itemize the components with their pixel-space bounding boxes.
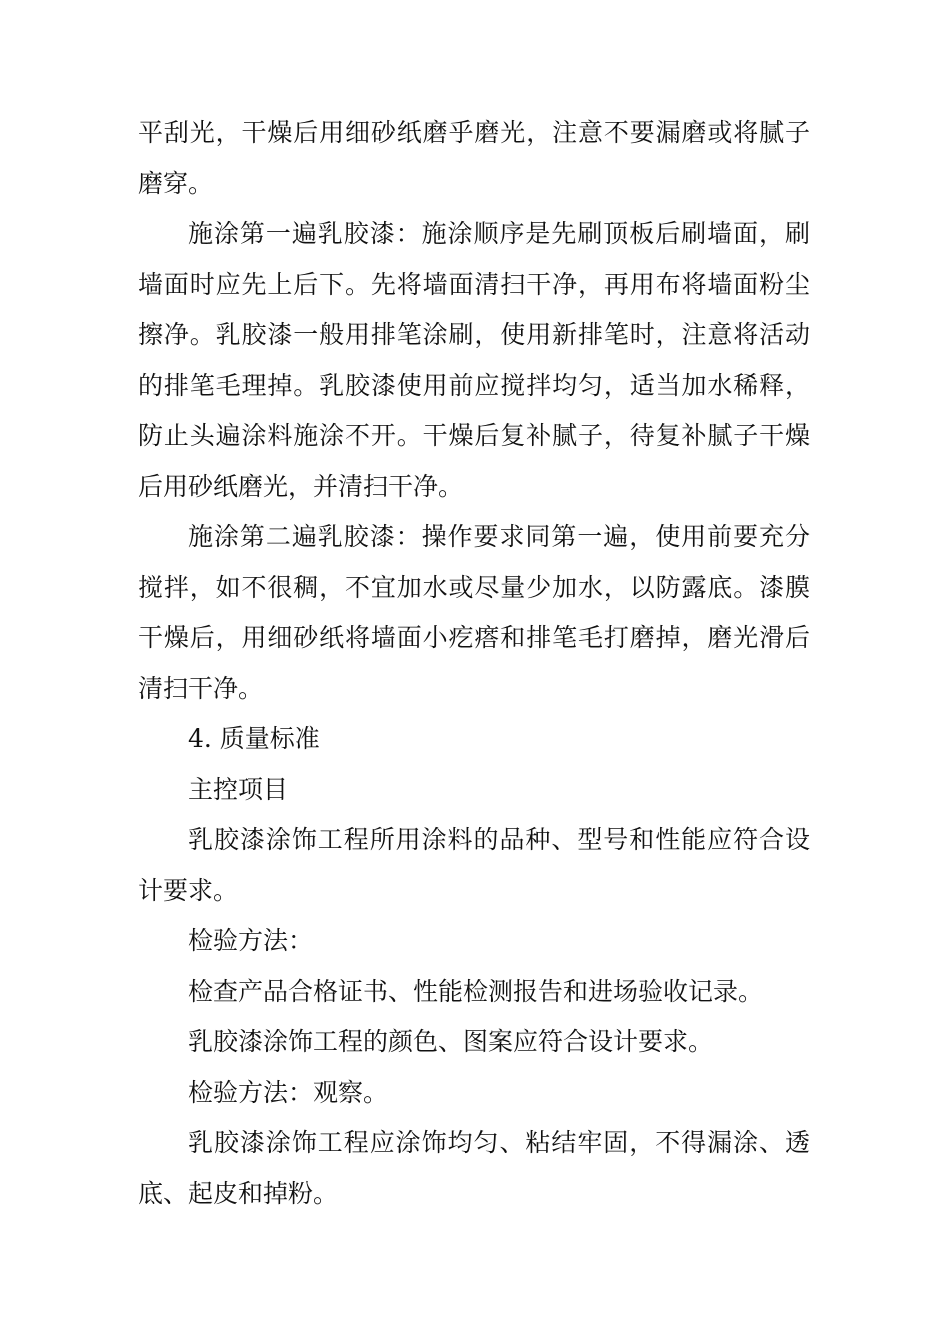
paragraph-second-coat: 施涂第二遍乳胶漆：操作要求同第一遍，使用前要充分搅拌，如不很稠，不宜加水或尽量少加水，以防露底。漆膜干燥后，用细砂纸将墙面小疙瘩和排笔毛打磨掉，磨光滑后清扫干净。 [138, 522, 810, 703]
section-heading-quality-standard: 4. 质量标准 [188, 724, 320, 753]
inspection-method-documents: 检查产品合格证书、性能检测报告和进场验收记录。 [188, 976, 764, 1006]
body-text [138, 108, 810, 1219]
paragraph-continuation: 平刮光，干燥后用细砂纸磨乎磨光，注意不要漏磨或将腻子磨穿。 [138, 118, 810, 198]
paragraph-color-pattern: 乳胶漆涂饰工程的颜色、图案应符合设计要求。 [188, 1027, 714, 1056]
subheading-main-control-items: 主控项目 [188, 774, 289, 804]
inspection-method-observe: 检验方法：观察。 [188, 1077, 389, 1107]
inspection-method-label: 检验方法： [188, 926, 314, 955]
paragraph-coating-requirement: 乳胶漆涂饰工程所用涂料的品种、型号和性能应符合设计要求。 [138, 825, 810, 905]
paragraph-uniform-coating: 乳胶漆涂饰工程应涂饰均匀、粘结牢固，不得漏涂、透底、起皮和掉粉。 [138, 1128, 810, 1208]
paragraph-first-coat: 施涂第一遍乳胶漆：施涂顺序是先刷顶板后刷墙面，刷墙面时应先上后下。先将墙面清扫干净，再用布将墙面粉尘擦净。乳胶漆一般用排笔涂刷，使用新排笔时，注意将活动的排笔毛理掉。乳胶漆使用前应搅拌均匀，适当加水稀释，防止头遍涂料施涂不开。干燥后复补腻子，待复补腻子干燥后用砂纸磨光，并清扫干净。 [138, 219, 810, 501]
